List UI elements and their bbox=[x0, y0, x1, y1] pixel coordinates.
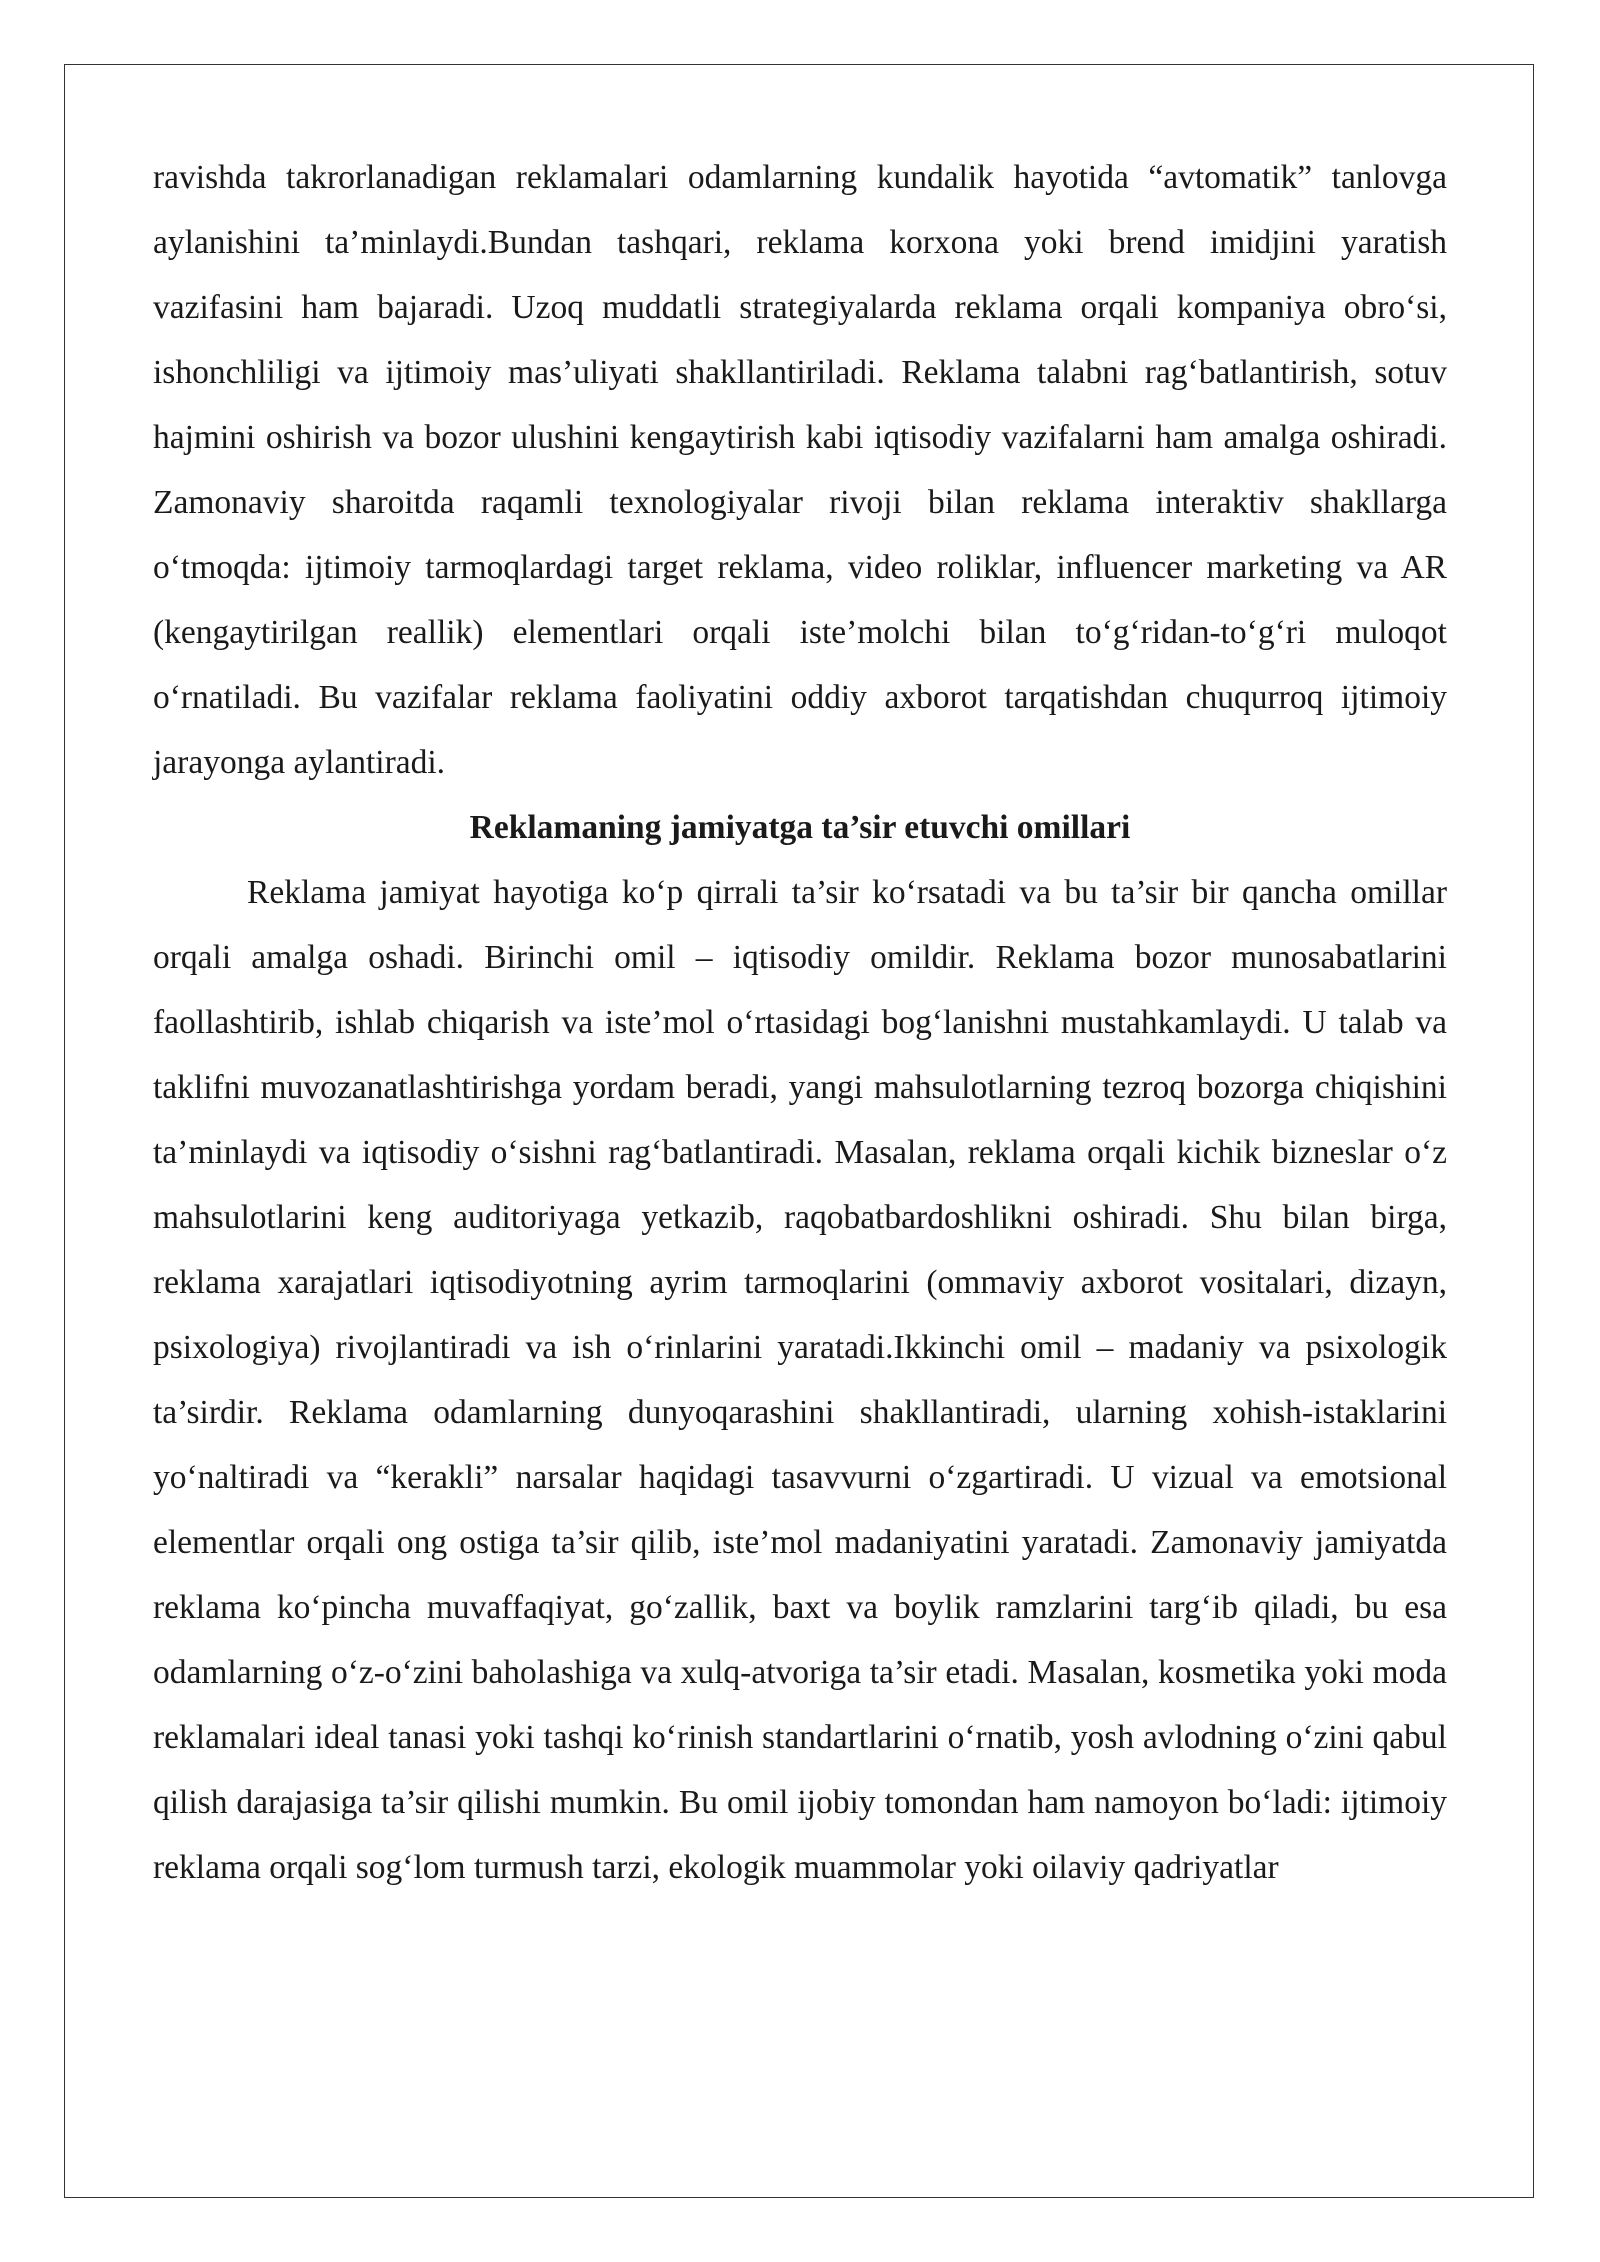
paragraph-factors: Reklama jamiyat hayotiga ko‘p qirrali ta’sir ko‘rsatadi va bu ta’sir bir qancha omillar orqali amalga oshadi. Birinchi omil – iqtisodiy omildir. Reklama bozor munosabatlarini faollashtirib, ishlab chiqarish va iste’mol o‘rtasidagi bog‘lanishni mustahkamlaydi. U talab va taklifni muvozanatlashtirishga yordam beradi, yangi mahsulotlarning tezroq bozorga chiqishini ta’minlaydi va iqtisodiy o‘sishni rag‘batlantiradi. Masalan, reklama orqali kichik bizneslar o‘z mahsulotlarini keng auditoriyaga yetkazib, raqobatbardoshlikni oshiradi. Shu bilan birga, reklama xarajatlari iqtisodiyotning ayrim tarmoqlarini (ommaviy axborot vositalari, dizayn, psixologiya) rivojlantiradi va ish o‘rinlarini yaratadi.Ikkinchi omil – madaniy va psixologik ta’sirdir. Reklama odamlarning dunyoqarashini shakllantiradi, ularning xohish-istaklarini yo‘naltiradi va “kerakli” narsalar haqidagi tasavvurni o‘zgartiradi. U vizual va emotsional elementlar orqali ong ostiga ta’sir qilib, iste’mol madaniyatini yaratadi. Zamonaviy jamiyatda reklama ko‘pincha muvaffaqiyat, go‘zallik, baxt va boylik ramzlarini targ‘ib qiladi, bu esa odamlarning o‘z-o‘zini baholashiga va xulq-atvoriga ta’sir etadi. Masalan, kosmetika yoki moda reklamalari ideal tanasi yoki tashqi ko‘rinish standartlarini o‘rnatib, yosh avlodning o‘zini qabul qilish darajasiga ta’sir qilishi mumkin. Bu omil ijobiy tomondan ham namoyon bo‘ladi: ijtimoiy reklama orqali sog‘lom turmush tarzi, ekologik muammolar yoki oilaviy qadriyatlar bbox=[153, 874, 1447, 1886]
document-body bbox=[153, 145, 1447, 1900]
section-heading: Reklamaning jamiyatga ta’sir etuvchi omillari bbox=[469, 809, 1131, 846]
paragraph-intro: ravishda takrorlanadigan reklamalari odamlarning kundalik hayotida “avtomatik” tanlovga aylanishini ta’minlaydi.Bundan tashqari, reklama korxona yoki brend imidjini yaratish vazifasini ham bajaradi. Uzoq muddatli strategiyalarda reklama orqali kompaniya obro‘si, ishonchliligi va ijtimoiy mas’uliyati shakllantiriladi. Reklama talabni rag‘batlantirish, sotuv hajmini oshirish va bozor ulushini kengaytirish kabi iqtisodiy vazifalarni ham amalga oshiradi. Zamonaviy sharoitda raqamli texnologiyalar rivoji bilan reklama interaktiv shakllarga o‘tmoqda: ijtimoiy tarmoqlardagi target reklama, video roliklar, influencer marketing va AR (kengaytirilgan reallik) elementlari orqali iste’molchi bilan to‘g‘ridan-to‘g‘ri muloqot o‘rnatiladi. Bu vazifalar reklama faoliyatini oddiy axborot tarqatishdan chuqurroq ijtimoiy jarayonga aylantiradi. bbox=[153, 159, 1447, 781]
